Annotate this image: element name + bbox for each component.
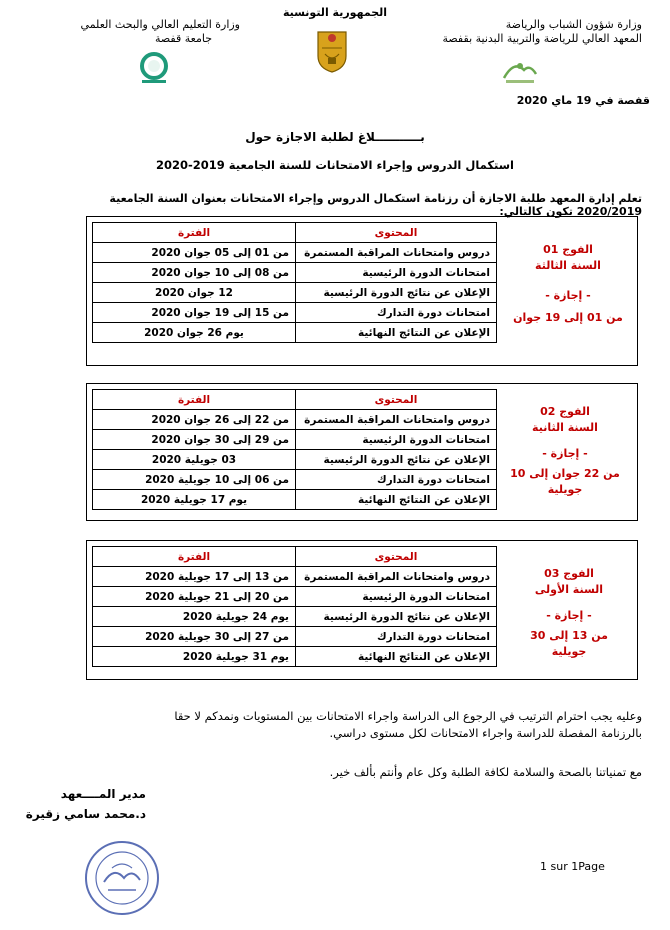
group-label xyxy=(500,404,630,498)
group-year: السنة الثالثة xyxy=(535,259,601,272)
table-cell-content: دروس وامتحانات المراقبة المستمرة xyxy=(296,410,497,430)
group-label xyxy=(510,242,626,326)
signature-role: مدير المــــعهد xyxy=(60,787,146,801)
closing-line: بالرزنامة المفصلة للدراسة واجراء الامتحانات لكل مستوى دراسي. xyxy=(329,726,642,740)
table-cell-content: الإعلان عن نتائج الدورة الرئيسية xyxy=(296,607,497,627)
group-title: الفوج 01 xyxy=(543,243,593,256)
table-cell-period: 12 جوان 2020 xyxy=(93,283,296,303)
schedule-table xyxy=(92,546,497,667)
group-title: الفوج 02 xyxy=(540,405,590,418)
table-cell-period: من 22 إلى 26 جوان 2020 xyxy=(93,410,296,430)
table-cell-content: دروس وامتحانات المراقبة المستمرة xyxy=(296,567,497,587)
announcement-intro: تعلم إدارة المعهد طلبة الاجازة أن رزنامة استكمال الدروس وإجراء الامتحانات بعنوان السنة الجامعية 2020/2019 تكون كالتالي: xyxy=(109,192,642,218)
table-cell-period: 03 جويلية 2020 xyxy=(93,450,296,470)
signature-block xyxy=(6,784,146,824)
group-year: السنة الثانية xyxy=(532,421,598,434)
group-label xyxy=(512,566,626,660)
table-cell-period: من 08 إلى 10 جوان 2020 xyxy=(93,263,296,283)
table-cell-content: الإعلان عن نتائج الدورة الرئيسية xyxy=(296,283,497,303)
header-right-line: وزارة شؤون الشباب والرياضة xyxy=(505,18,642,31)
column-header-content: المحتوى xyxy=(296,547,497,567)
table-cell-content: الإعلان عن النتائج النهائية xyxy=(296,490,497,510)
group-title: الفوج 03 xyxy=(544,567,594,580)
table-cell-period: من 01 إلى 05 جوان 2020 xyxy=(93,243,296,263)
university-logo-icon xyxy=(136,50,172,86)
table-cell-period: من 27 إلى 30 جويلية 2020 xyxy=(93,627,296,647)
header-ministry-higher-ed xyxy=(40,18,240,46)
table-cell-content: امتحانات دورة التدارك xyxy=(296,303,497,323)
column-header-period: الفترة xyxy=(93,547,296,567)
page-number: 1 sur 1Page xyxy=(540,860,605,873)
schedule-table xyxy=(92,222,497,343)
header-right-line: المعهد العالي للرياضة والتربية البدنية بقفصة xyxy=(442,32,642,45)
column-header-content: المحتوى xyxy=(296,223,497,243)
table-cell-content: دروس وامتحانات المراقبة المستمرة xyxy=(296,243,497,263)
tunisia-emblem-icon xyxy=(314,26,350,74)
table-cell-content: الإعلان عن نتائج الدورة الرئيسية xyxy=(296,450,497,470)
group-range: من 01 إلى 19 جوان xyxy=(513,311,623,324)
table-cell-content: امتحانات الدورة الرئيسية xyxy=(296,430,497,450)
institute-logo-icon xyxy=(500,56,540,86)
group-degree: - إجازة - xyxy=(545,289,591,302)
column-header-content: المحتوى xyxy=(296,390,497,410)
schedule-table xyxy=(92,389,497,510)
signature-name: د.محمد سامي زقيرة xyxy=(25,807,146,821)
closing-paragraph xyxy=(22,708,642,742)
table-cell-content: الإعلان عن النتائج النهائية xyxy=(296,323,497,343)
official-stamp-icon xyxy=(82,838,162,918)
header-left-line: جامعة قفصة xyxy=(154,32,212,45)
table-cell-period: يوم 26 جوان 2020 xyxy=(93,323,296,343)
closing-wishes: مع تمنياتنا بالصحة والسلامة لكافة الطلبة وكل عام وأنتم بألف خير. xyxy=(329,765,642,779)
table-cell-period: من 29 إلى 30 جوان 2020 xyxy=(93,430,296,450)
header-ministry-youth xyxy=(422,18,642,46)
table-cell-period: من 06 إلى 10 جويلية 2020 xyxy=(93,470,296,490)
header-left-line: وزارة التعليم العالي والبحث العلمي xyxy=(80,18,240,31)
table-cell-content: امتحانات دورة التدارك xyxy=(296,470,497,490)
table-cell-period: من 20 إلى 21 جويلية 2020 xyxy=(93,587,296,607)
column-header-period: الفترة xyxy=(93,390,296,410)
column-header-period: الفترة xyxy=(93,223,296,243)
table-cell-content: الإعلان عن النتائج النهائية xyxy=(296,647,497,667)
closing-line: وعليه يجب احترام الترتيب في الرجوع الى الدراسة واجراء الامتحانات بين المستويات ونمدكم لا حقا xyxy=(174,709,642,723)
group-range: من 13 إلى 30 جويلية xyxy=(530,629,608,658)
table-cell-content: امتحانات الدورة الرئيسية xyxy=(296,587,497,607)
table-cell-period: يوم 31 جويلية 2020 xyxy=(93,647,296,667)
group-range: من 22 جوان إلى 10 جويلية xyxy=(510,467,620,496)
announcement-title: بـــــــــــلاغ لطلبة الاجازة حول xyxy=(245,130,425,144)
group-degree: - إجازة - xyxy=(542,447,588,460)
table-cell-period: يوم 17 جويلية 2020 xyxy=(93,490,296,510)
table-cell-period: يوم 24 جويلية 2020 xyxy=(93,607,296,627)
table-cell-period: من 13 إلى 17 جويلية 2020 xyxy=(93,567,296,587)
table-cell-content: امتحانات الدورة الرئيسية xyxy=(296,263,497,283)
group-year: السنة الأولى xyxy=(534,583,604,596)
document-date: قفصة في 19 ماي 2020 xyxy=(516,94,650,107)
header-republic: الجمهورية التونسية xyxy=(282,6,388,19)
announcement-subtitle: استكمال الدروس وإجراء الامتحانات للسنة الجامعية 2019-2020 xyxy=(155,158,514,172)
table-cell-content: امتحانات دورة التدارك xyxy=(296,627,497,647)
group-degree: - إجازة - xyxy=(546,609,592,622)
table-cell-period: من 15 إلى 19 جوان 2020 xyxy=(93,303,296,323)
